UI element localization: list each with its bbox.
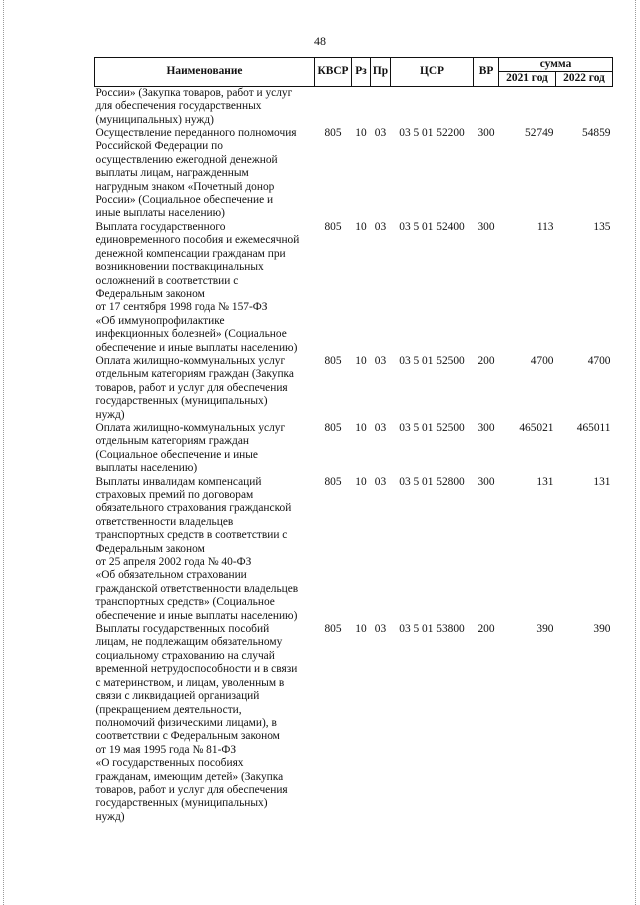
row-pr: 03 xyxy=(374,220,387,233)
scan-edge-left xyxy=(3,0,5,905)
row-name: Осуществление переданного полномочия Российской Федерации по осуществлению ежегодной денежной выплаты лицам, награжденным нагрудным знаком «Почетный донор России» (Социальное обеспечение и иные выплаты населению) xyxy=(95,127,297,220)
row-vr: 300 xyxy=(477,127,495,140)
row-vr: 300 xyxy=(477,475,495,488)
row-name: Выплаты инвалидам компенсаций страховых премий по договорам обязательного страхования гражданской ответственности владельцев транспортных средств в соответствии с Федеральным законом от 25 апреля 2002 года № 40-ФЗ «Об обязательном страховании гражданской ответственности владельцев транспортных средств» (Социальное обеспечение и иные выплаты населению) xyxy=(95,475,299,622)
row-sum-2022: 54859 xyxy=(582,127,611,140)
row-pr: 03 xyxy=(374,127,387,140)
row-kvsr: 805 xyxy=(324,475,342,488)
row-sum-2021 xyxy=(499,86,556,127)
header-vr: ВР xyxy=(474,58,499,87)
row-kvsr: 805 xyxy=(324,421,342,434)
scan-edge-right xyxy=(635,0,637,905)
row-rz: 10 xyxy=(355,475,367,488)
row-name: Оплата жилищно-коммунальных услуг отдельным категориям граждан (Закупка товаров, работ и услуг для обеспечения государственных (муниципальных) нужд) xyxy=(95,354,294,421)
table-row xyxy=(95,623,613,824)
row-pr: 03 xyxy=(374,475,387,488)
table-row xyxy=(95,476,613,623)
header-kvsr: КВСР xyxy=(315,58,352,87)
row-sum-2022: 4700 xyxy=(587,354,611,367)
row-vr: 300 xyxy=(477,220,495,233)
row-csr: 03 5 01 52500 xyxy=(399,354,465,367)
row-sum-2022: 135 xyxy=(593,220,611,233)
header-rz: Рз xyxy=(352,58,371,87)
row-name: Выплаты государственных пособий лицам, не подлежащим обязательному социальному страхованию на случай временной нетрудоспособности и в связи с материнством, и лицам, уволенным в связи с ликвидацией организаций (прекращением деятельности, полномочий физическими лицами), в соответствии с Федеральным законом от 19 мая 1995 года № 81-ФЗ «О государственных пособиях гражданам, имеющим детей» (Закупка товаров, работ и услуг для обеспечения государственных (муниципальных) нужд) xyxy=(95,623,298,823)
row-rz: 10 xyxy=(355,220,367,233)
table-row xyxy=(95,221,613,355)
row-kvsr: 805 xyxy=(324,127,342,140)
header-sum: сумма xyxy=(499,58,613,72)
row-csr: 03 5 01 52200 xyxy=(399,127,465,140)
row-csr: 03 5 01 53800 xyxy=(399,623,465,636)
table-row xyxy=(95,127,613,221)
header-name: Наименование xyxy=(95,58,315,87)
row-rz: 10 xyxy=(355,421,367,434)
row-sum-2022 xyxy=(556,86,613,127)
header-year-2021: 2021 год xyxy=(499,72,556,86)
row-rz: 10 xyxy=(355,127,367,140)
row-name: России» (Закупка товаров, работ и услуг для обеспечения государственных (муниципальных) нужд) xyxy=(95,86,293,126)
row-csr: 03 5 01 52400 xyxy=(399,220,465,233)
row-kvsr: 805 xyxy=(324,220,342,233)
row-sum-2022: 465011 xyxy=(576,421,611,434)
row-rz: 10 xyxy=(355,354,367,367)
row-sum-2021: 113 xyxy=(536,220,554,233)
header-csr: ЦСР xyxy=(391,58,474,87)
row-name: Выплата государственного единовременного пособия и ежемесячной денежной компенсации гражданам при возникновении поствакцинальных осложнений в соответствии с Федеральным законом от 17 сентября 1998 года № 157-ФЗ «Об иммунопрофилактике инфекционных болезней» (Социальное обеспечение и иные выплаты населению) xyxy=(95,220,300,354)
row-vr: 300 xyxy=(477,421,495,434)
budget-table xyxy=(94,57,613,824)
row-rz: 10 xyxy=(355,623,367,636)
row-sum-2022: 131 xyxy=(593,475,611,488)
page-number: 48 xyxy=(314,34,326,48)
row-pr xyxy=(371,86,391,127)
row-vr xyxy=(474,86,499,127)
table-row xyxy=(95,355,613,422)
row-pr: 03 xyxy=(374,623,387,636)
row-sum-2021: 4700 xyxy=(530,354,554,367)
table-body xyxy=(95,86,613,824)
header-pr: Пр xyxy=(371,58,391,87)
table-header xyxy=(95,58,613,87)
row-sum-2021: 52749 xyxy=(525,127,554,140)
row-csr xyxy=(391,86,474,127)
row-vr: 200 xyxy=(477,354,495,367)
row-sum-2021: 390 xyxy=(536,623,554,636)
row-vr: 200 xyxy=(477,623,495,636)
row-csr: 03 5 01 52800 xyxy=(399,475,465,488)
row-sum-2021: 131 xyxy=(536,475,554,488)
row-pr: 03 xyxy=(374,354,387,367)
header-year-2022: 2022 год xyxy=(556,72,613,86)
row-sum-2021: 465021 xyxy=(519,421,554,434)
row-pr: 03 xyxy=(374,421,387,434)
row-kvsr: 805 xyxy=(324,623,342,636)
table-row xyxy=(95,86,613,127)
row-rz xyxy=(352,86,371,127)
row-name: Оплата жилищно-коммунальных услуг отдельным категориям граждан (Социальное обеспечение и иные выплаты населению) xyxy=(95,421,286,475)
row-csr: 03 5 01 52500 xyxy=(399,421,465,434)
row-kvsr xyxy=(315,86,352,127)
row-kvsr: 805 xyxy=(324,354,342,367)
table-row xyxy=(95,422,613,476)
row-sum-2022: 390 xyxy=(593,623,611,636)
